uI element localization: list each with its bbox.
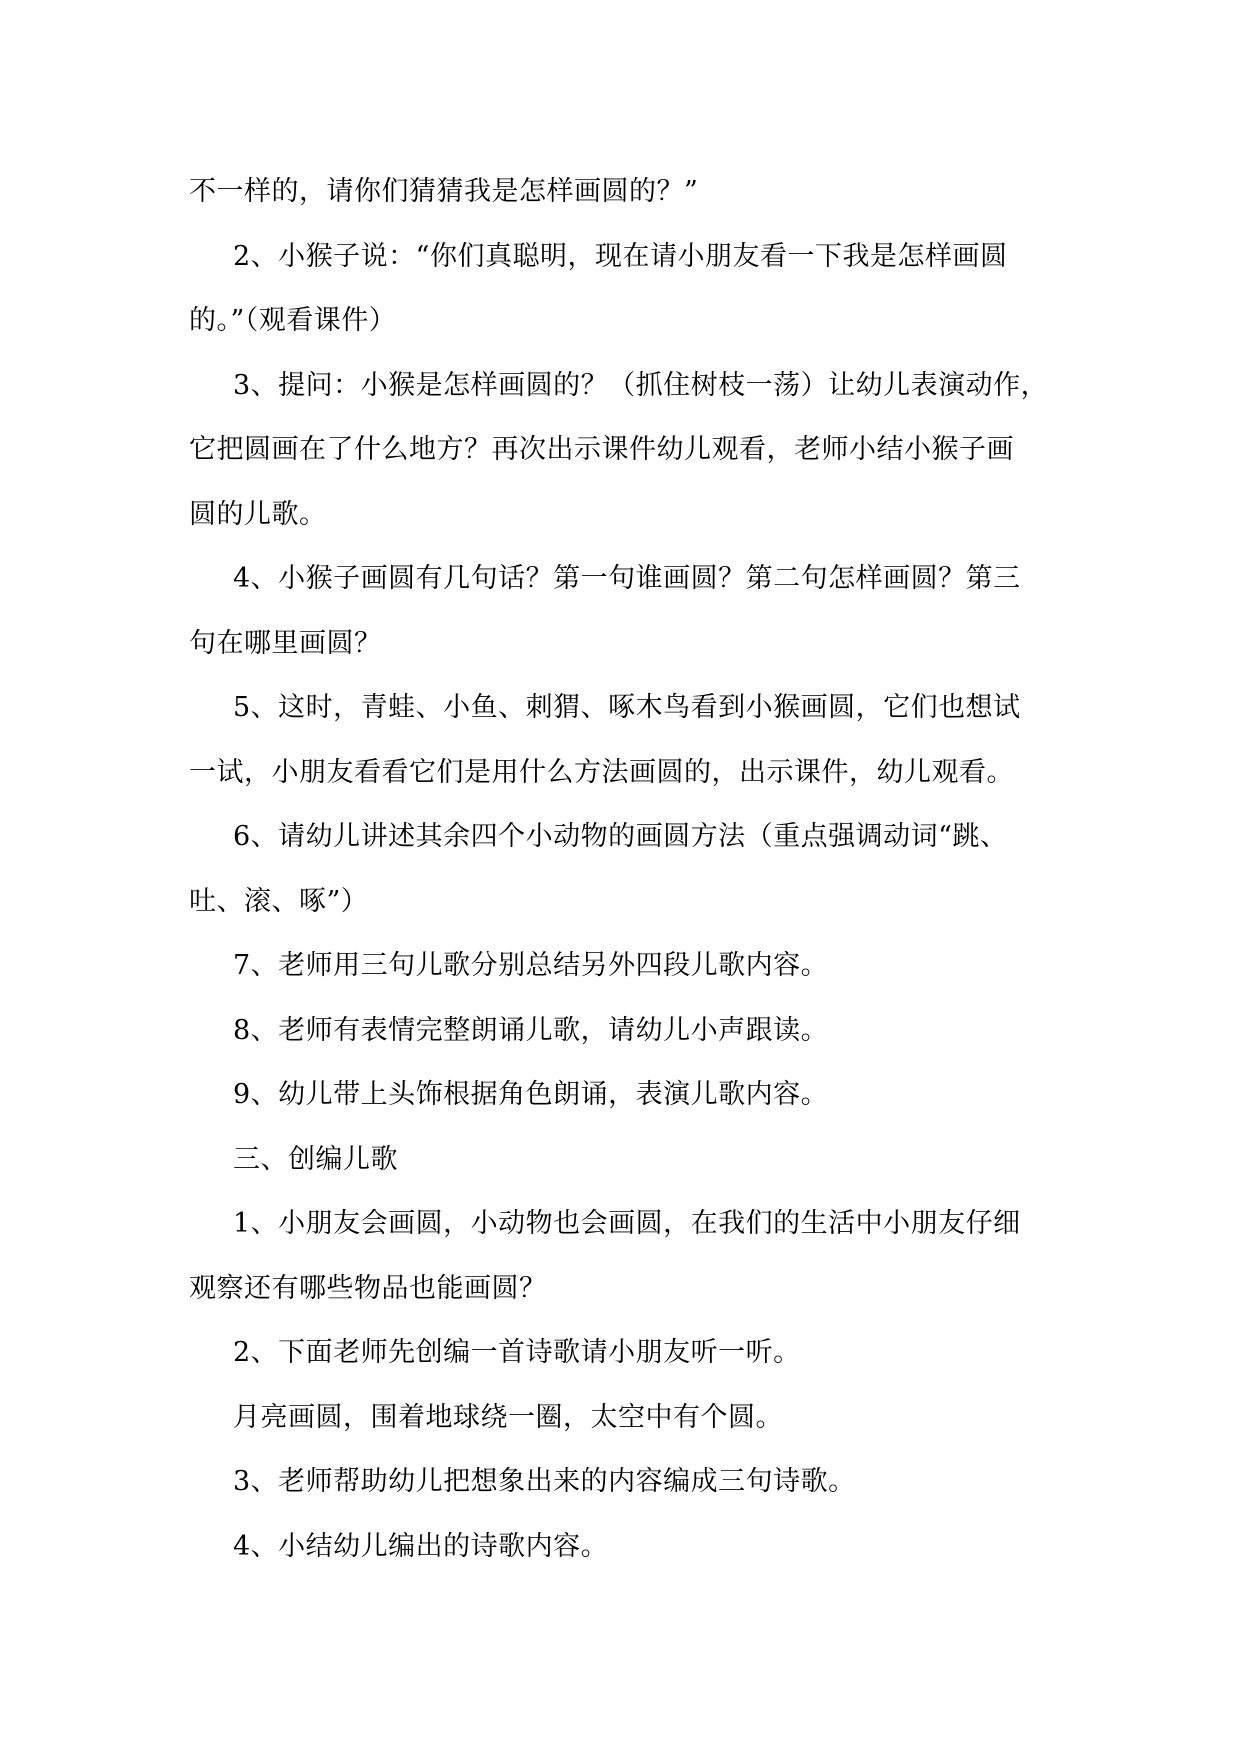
text-line: 8、老师有表情完整朗诵儿歌，请幼儿小声跟读。: [233, 1014, 829, 1046]
text-line: 4、小猴子画圆有几句话？第一句谁画圆？第二句怎样画圆？第三: [233, 563, 1021, 594]
text-line: 一试，小朋友看看它们是用什么方法画圆的，出示课件，幼儿观看。: [189, 756, 1014, 788]
text-line: 它把圆画在了什么地方？再次出示课件幼儿观看，老师小结小猴子画: [189, 434, 1014, 465]
text-line: 7、老师用三句儿歌分别总结另外四段儿歌内容。: [233, 950, 829, 981]
text-line: 吐、滚、啄”）: [189, 885, 369, 917]
text-line: 不一样的，请你们猜猜我是怎样画圆的？”: [189, 176, 699, 207]
text-line: 4、小结幼儿编出的诗歌内容。: [233, 1530, 609, 1562]
section-heading: 三、创编儿歌: [233, 1143, 398, 1175]
text-line: 的。”（观看课件）: [189, 305, 397, 336]
text-line: 3、提问：小猴是怎样画圆的？（抓住树枝一荡）让幼儿表演动作，: [233, 369, 1049, 401]
text-line: 2、下面老师先创编一首诗歌请小朋友听一听。: [233, 1337, 801, 1368]
text-line: 观察还有哪些物品也能画圆？: [189, 1272, 547, 1304]
text-line: 9、幼儿带上头饰根据角色朗诵，表演儿歌内容。: [233, 1079, 829, 1110]
text-line: 圆的儿歌。: [189, 498, 327, 530]
text-line: 3、老师帮助幼儿把想象出来的内容编成三句诗歌。: [233, 1466, 856, 1497]
text-line: 2、小猴子说：“你们真聪明，现在请小朋友看一下我是怎样画圆: [233, 240, 1008, 272]
text-line: 6、请幼儿讲述其余四个小动物的画圆方法（重点强调动词“跳、: [233, 821, 1008, 852]
text-line: 句在哪里画圆？: [189, 627, 382, 659]
text-line: 5、这时，青蛙、小鱼、刺猬、啄木鸟看到小猴画圆，它们也想试: [233, 692, 1021, 723]
text-line: 1、小朋友会画圆，小动物也会画圆，在我们的生活中小朋友仔细: [233, 1208, 1021, 1239]
poem-line: 月亮画圆，围着地球绕一圈，太空中有个圆。: [233, 1401, 783, 1433]
document-body: [189, 160, 1069, 1579]
